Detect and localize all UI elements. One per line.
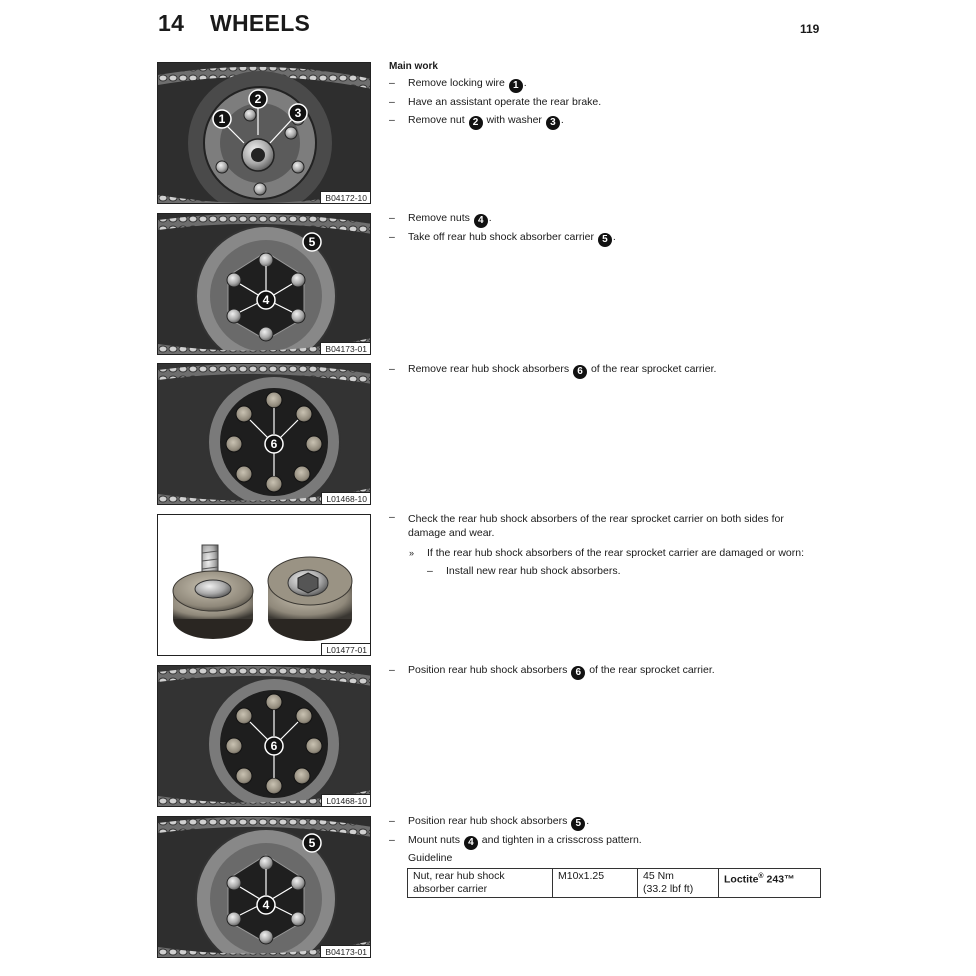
callout-badge: 3 bbox=[546, 116, 560, 130]
figure-code: L01477-01 bbox=[321, 643, 370, 655]
spec-thread: M10x1.25 bbox=[553, 869, 638, 898]
figure-remove-carrier bbox=[157, 213, 371, 355]
condition-damaged: » If the rear hub shock absorbers of the rear sprocket carrier are damaged or worn: bbox=[409, 547, 805, 559]
chapter-title: WHEELS bbox=[210, 10, 311, 36]
step-group-main-work bbox=[389, 60, 819, 130]
callout-4: 4 bbox=[262, 293, 270, 307]
sprocket-photo bbox=[158, 63, 371, 204]
callout-badge: 6 bbox=[571, 666, 585, 680]
figure-code: L01468-10 bbox=[321, 794, 370, 806]
sprocket-carrier-photo bbox=[158, 214, 371, 355]
step-position-carrier: – Position rear hub shock absorbers 5 . bbox=[389, 815, 590, 829]
callout-4: 4 bbox=[262, 898, 270, 912]
figure-remove-locking-wire bbox=[157, 62, 371, 204]
step-remove-nut: – Remove nut 2 with washer 3 . bbox=[389, 114, 564, 128]
spec-torque bbox=[638, 869, 719, 898]
figure-mount-nuts bbox=[157, 816, 371, 958]
callout-badge: 5 bbox=[571, 817, 585, 831]
figure-position-shock-absorbers bbox=[157, 665, 371, 807]
callout-badge: 4 bbox=[474, 214, 488, 228]
callout-6: 6 bbox=[270, 437, 278, 451]
callout-badge: 5 bbox=[598, 233, 612, 247]
callout-5: 5 bbox=[308, 235, 316, 249]
callout-2: 2 bbox=[254, 92, 262, 106]
table-row bbox=[408, 869, 821, 898]
chapter-heading bbox=[158, 10, 310, 37]
spec-part: Nut, rear hub shock absorber carrier bbox=[408, 869, 553, 898]
sprocket-carrier-open-photo bbox=[158, 666, 371, 807]
step-remove-nuts: – Remove nuts 4 . bbox=[389, 212, 492, 226]
spec-loctite: Loctite® 243™ bbox=[719, 869, 821, 898]
callout-badge: 2 bbox=[469, 116, 483, 130]
guideline-label: Guideline bbox=[408, 852, 453, 864]
sprocket-carrier-photo bbox=[158, 817, 371, 958]
action-install-new: – Install new rear hub shock absorbers. bbox=[427, 565, 621, 577]
figure-shock-absorber-parts bbox=[157, 514, 371, 656]
spec-torque-lbf: (33.2 lbf ft) bbox=[643, 883, 694, 895]
sprocket-carrier-open-photo bbox=[158, 364, 371, 505]
step-group-check bbox=[389, 510, 819, 580]
shock-absorber-photo bbox=[158, 515, 371, 656]
spec-torque-nm: 45 Nm bbox=[643, 870, 674, 882]
chapter-number: 14 bbox=[158, 10, 185, 36]
figure-code: B04173-01 bbox=[320, 342, 370, 354]
step-group-carrier bbox=[389, 209, 819, 247]
page-number: 119 bbox=[800, 22, 820, 36]
callout-badge: 4 bbox=[464, 836, 478, 850]
figure-code: B04172-10 bbox=[320, 191, 370, 203]
callout-badge: 6 bbox=[573, 365, 587, 379]
figure-code: L01468-10 bbox=[321, 492, 370, 504]
step-group-remove-absorbers bbox=[389, 360, 819, 379]
step-remove-locking-wire: – Remove locking wire 1 . bbox=[389, 77, 527, 91]
main-work-heading: Main work bbox=[389, 61, 438, 72]
callout-badge: 1 bbox=[509, 79, 523, 93]
callout-1: 1 bbox=[218, 112, 226, 126]
step-group-position-absorbers bbox=[389, 661, 819, 680]
callout-6: 6 bbox=[270, 739, 278, 753]
callout-5: 5 bbox=[308, 836, 316, 850]
step-check-absorbers: – Check the rear hub shock absorbers of the rear sprocket carrier on both sides for damage and wear. bbox=[389, 511, 784, 539]
callout-3: 3 bbox=[294, 106, 302, 120]
step-remove-absorbers: – Remove rear hub shock absorbers 6 of the rear sprocket carrier. bbox=[389, 363, 717, 377]
step-position-absorbers: – Position rear hub shock absorbers 6 of the rear sprocket carrier. bbox=[389, 664, 715, 678]
torque-spec-table bbox=[407, 868, 821, 898]
step-operate-brake: – Have an assistant operate the rear brake. bbox=[389, 96, 602, 108]
figure-remove-shock-absorbers bbox=[157, 363, 371, 505]
figure-code: B04173-01 bbox=[320, 945, 370, 957]
step-mount-nuts: – Mount nuts 4 and tighten in a crisscross pattern. bbox=[389, 834, 642, 848]
step-group-mount bbox=[389, 812, 819, 866]
step-take-off-carrier: – Take off rear hub shock absorber carrier 5 . bbox=[389, 231, 616, 245]
